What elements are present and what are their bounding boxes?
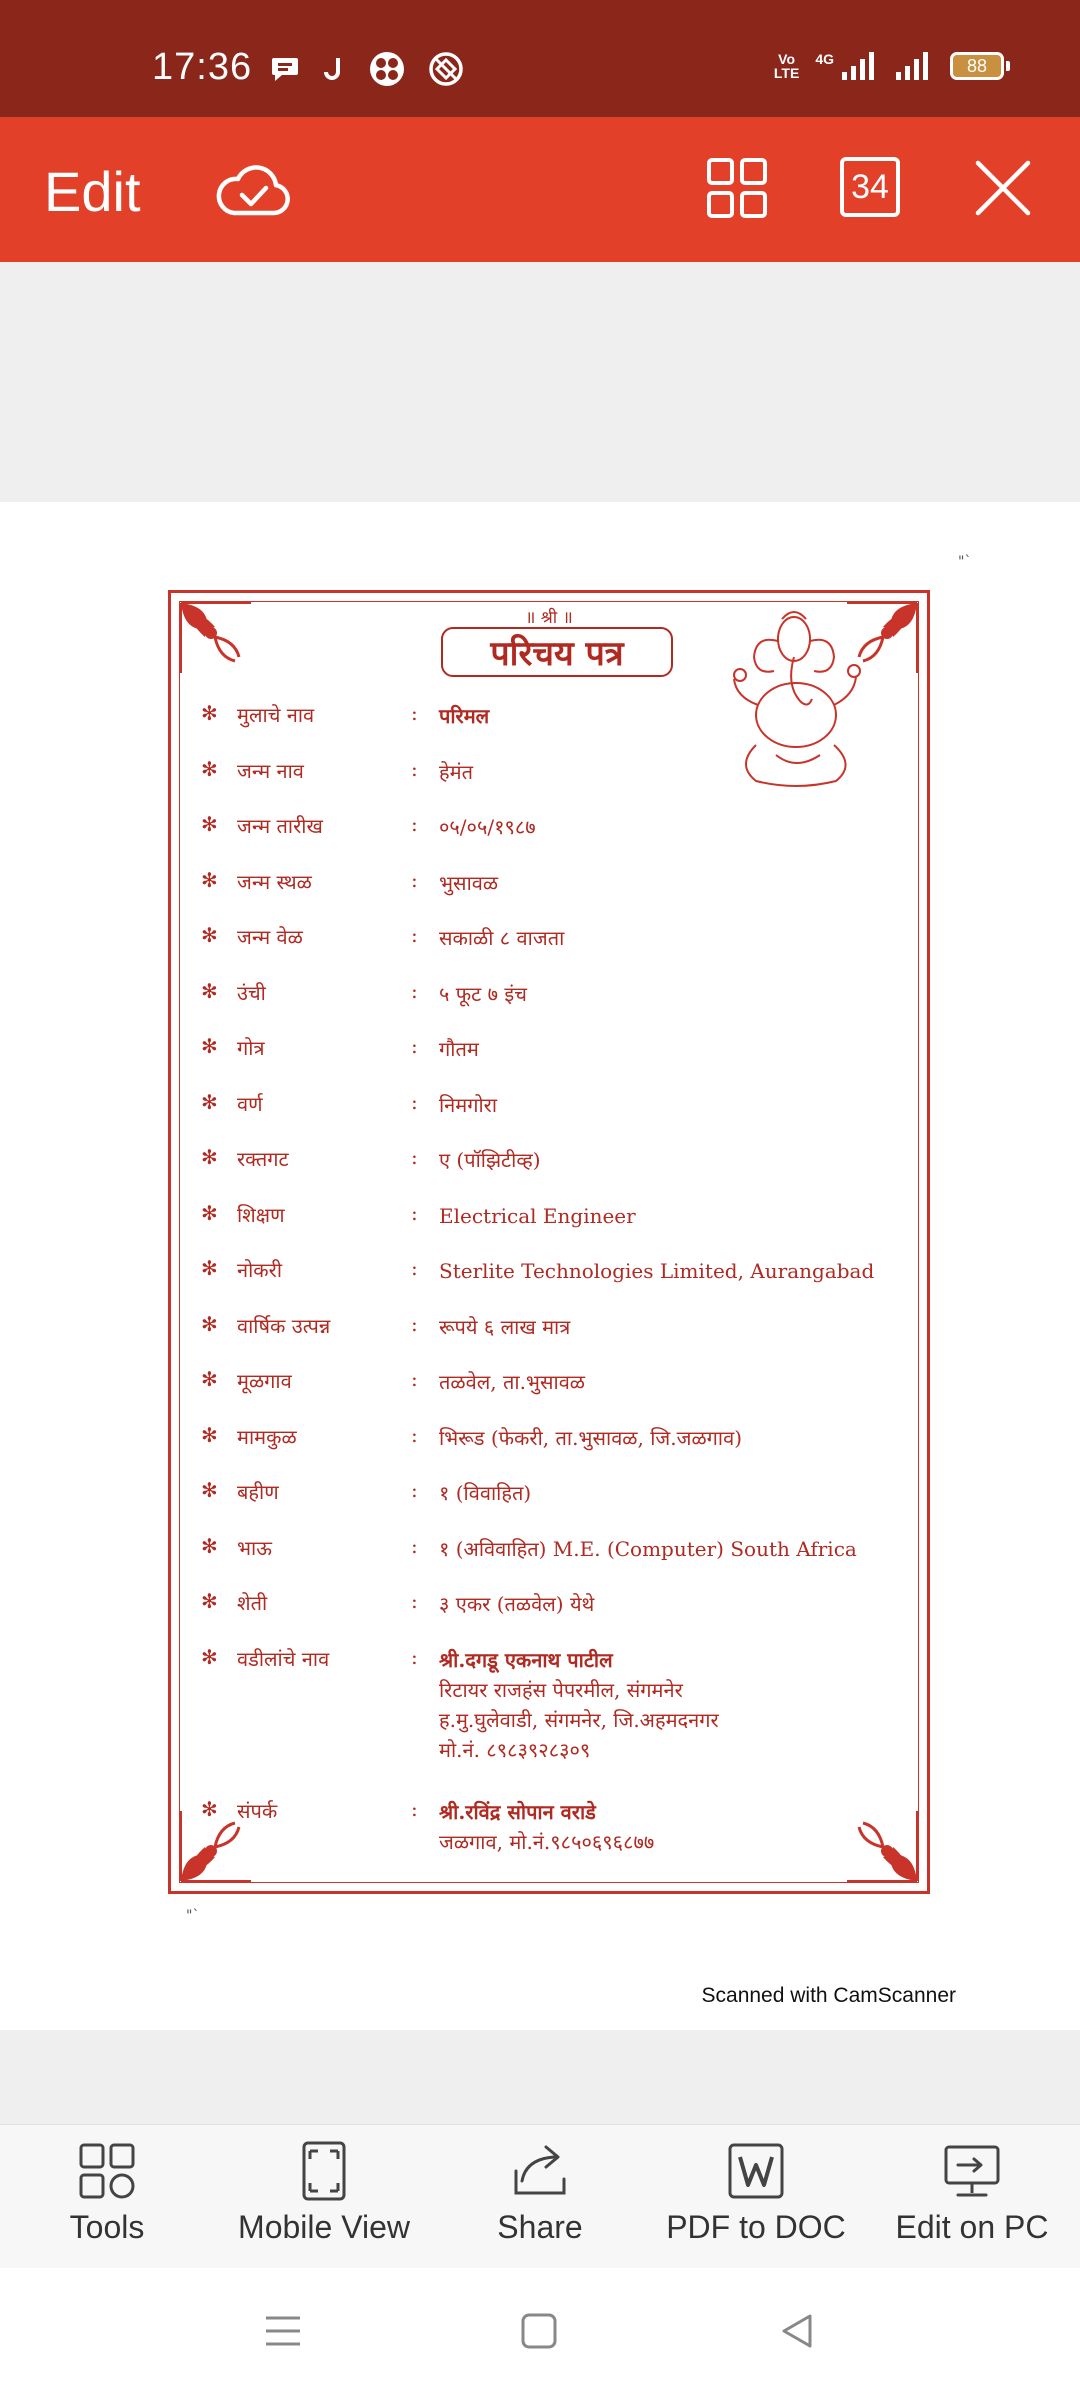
row-label: नोकरी: [237, 1258, 282, 1282]
row-value: Sterlite Technologies Limited, Aurangabad: [439, 1259, 875, 1283]
row-label: वडीलांचे नाव: [237, 1646, 330, 1671]
row-colon: :: [411, 1422, 418, 1447]
row-colon: :: [411, 978, 418, 1003]
cloud-check-icon[interactable]: [216, 157, 290, 223]
row-colon: :: [411, 1200, 418, 1225]
j-app-icon: [324, 54, 346, 84]
volte-label: Vo LTE: [773, 51, 800, 81]
row-colon: :: [411, 1089, 418, 1114]
bullet-icon: ✻: [201, 1200, 218, 1225]
bullet-icon: ✻: [201, 812, 218, 836]
ganesha-illustration-icon: [716, 605, 870, 791]
row-label: शेती: [237, 1591, 268, 1615]
row-value: गौतम: [439, 1037, 479, 1061]
father-line: रिटायर राजहंस पेपरमील, संगमनेर: [439, 1677, 683, 1702]
status-bar: [0, 0, 1080, 117]
row-label: मुलाचे नाव: [237, 703, 315, 727]
father-line: ह.मु.घुलेवाडी, संगमनेर, जि.अहमदनगर: [439, 1707, 719, 1732]
mobile-view-icon: [294, 2141, 354, 2201]
tools-label: Tools: [69, 2209, 145, 2245]
row-colon: :: [411, 1796, 418, 1821]
bullet-icon: ✻: [201, 1145, 218, 1169]
bullet-icon: ✻: [201, 867, 218, 892]
row-colon: :: [411, 1367, 418, 1391]
close-icon[interactable]: [974, 159, 1032, 217]
vpn-icon: [428, 51, 464, 87]
contact-name: श्री.रविंद्र सोपान वराडे: [439, 1799, 596, 1824]
app-circle-icon: [368, 50, 406, 88]
row-label: शिक्षण: [237, 1202, 285, 1227]
system-status-icons: [774, 50, 1010, 82]
row-label: रक्तगट: [237, 1147, 289, 1171]
bullet-icon: ✻: [201, 701, 218, 725]
row-value: भुसावळ: [439, 870, 499, 895]
scan-speck: "`: [186, 1908, 200, 1924]
pdf-to-doc-label: PDF to DOC: [666, 2209, 846, 2245]
pdf-to-doc-button[interactable]: [651, 2141, 861, 2261]
bullet-icon: ✻: [201, 1796, 218, 1821]
bullet-icon: ✻: [201, 1589, 218, 1613]
bottom-toolbar: [0, 2124, 1080, 2268]
bullet-icon: ✻: [201, 978, 218, 1003]
row-label: उंची: [237, 980, 266, 1005]
row-label: बहीण: [237, 1480, 279, 1504]
row-value: १ (विवाहित): [439, 1481, 532, 1505]
bullet-icon: ✻: [201, 1089, 218, 1114]
row-value: परिमल: [439, 704, 490, 728]
pdf-to-doc-icon: [726, 2141, 786, 2201]
home-icon[interactable]: [520, 2312, 558, 2350]
bullet-icon: ✻: [201, 923, 218, 947]
document-title: परिचय पत्र: [441, 627, 673, 677]
battery-level: 88: [950, 52, 1004, 80]
father-name: श्री.दगडू एकनाथ पाटील: [439, 1647, 613, 1672]
signal-icon-2: [894, 50, 934, 82]
message-icon: [270, 54, 302, 84]
row-value: ३ एकर (तळवेल) येथे: [439, 1592, 595, 1616]
row-label: मामकुळ: [237, 1424, 297, 1449]
row-label: वार्षिक उत्पन्न: [237, 1313, 331, 1338]
row-colon: :: [411, 1644, 418, 1669]
mobile-view-button[interactable]: [219, 2141, 429, 2261]
edit-on-pc-button[interactable]: [867, 2141, 1077, 2261]
contact-line: जळगाव, मो.नं.९८५०६९६८७७: [439, 1829, 655, 1854]
bullet-icon: ✻: [201, 1644, 218, 1669]
row-colon: :: [411, 1478, 418, 1502]
corner-ornament-icon: [843, 1807, 923, 1887]
row-value: Electrical Engineer: [439, 1203, 636, 1228]
row-label: जन्म स्थळ: [237, 869, 312, 894]
row-colon: :: [411, 756, 418, 781]
row-colon: :: [411, 867, 418, 892]
mobile-view-label: Mobile View: [238, 2209, 410, 2245]
bullet-icon: ✻: [201, 1533, 218, 1558]
row-label: वर्ण: [237, 1091, 263, 1116]
bullet-icon: ✻: [201, 1478, 218, 1502]
scanner-watermark: Scanned with CamScanner: [701, 1984, 956, 2007]
row-label: मूळगाव: [237, 1369, 292, 1393]
row-value: तळवेल, ता.भुसावळ: [439, 1370, 586, 1394]
share-button[interactable]: [435, 2141, 645, 2261]
battery-icon: [950, 52, 1010, 80]
menu-icon[interactable]: [264, 2312, 302, 2350]
bullet-icon: ✻: [201, 1256, 218, 1280]
bullet-icon: ✻: [201, 756, 218, 781]
row-label: संपर्क: [237, 1798, 278, 1823]
document-header: ॥ श्री ॥: [525, 608, 573, 628]
row-value: भिरूड (फेकरी, ता.भुसावळ, जि.जळगाव): [439, 1425, 743, 1450]
row-label: गोत्र: [237, 1036, 265, 1060]
pdf-page[interactable]: [0, 502, 1080, 2030]
tools-icon: [77, 2141, 137, 2201]
row-label: जन्म नाव: [237, 758, 304, 783]
row-colon: :: [411, 1311, 418, 1336]
network-type: 4G: [815, 51, 834, 67]
row-colon: :: [411, 923, 418, 947]
bullet-icon: ✻: [201, 1422, 218, 1447]
row-value: रूपये ६ लाख मात्र: [439, 1314, 571, 1339]
row-value: सकाळी ८ वाजता: [439, 926, 565, 950]
row-colon: :: [411, 1145, 418, 1169]
father-details: [439, 1645, 719, 1765]
row-value: ०५/०५/१९८७: [439, 815, 536, 839]
edit-on-pc-label: Edit on PC: [895, 2209, 1049, 2245]
father-phone: मो.नं. ८९८३९२८३०९: [439, 1737, 591, 1762]
row-value: हेमंत: [439, 759, 473, 784]
viewer-background-bottom: [0, 2030, 1080, 2124]
back-icon[interactable]: [778, 2312, 816, 2350]
row-label: जन्म तारीख: [237, 814, 323, 838]
row-value: ए (पॉझिटीव्ह): [439, 1148, 541, 1172]
signal-icon: [840, 50, 878, 82]
row-value: १ (अविवाहित) M.E. (Computer) South Africa: [439, 1536, 857, 1561]
app-toolbar: [0, 117, 1080, 262]
row-label: जन्म वेळ: [237, 925, 303, 949]
bullet-icon: ✻: [201, 1311, 218, 1336]
tools-button[interactable]: [2, 2141, 212, 2261]
share-icon: [510, 2141, 570, 2201]
system-navigation-bar: [0, 2268, 1080, 2400]
notification-icons: [270, 50, 464, 88]
edit-on-pc-icon: [942, 2141, 1002, 2201]
bullet-icon: ✻: [201, 1034, 218, 1058]
contact-details: [439, 1797, 654, 1857]
bullet-icon: ✻: [201, 1367, 218, 1391]
status-time: 17:36: [152, 46, 253, 88]
biodata-card: [168, 590, 930, 1894]
row-value: ५ फूट ७ इंच: [439, 981, 527, 1006]
row-colon: :: [411, 1034, 418, 1058]
row-label: भाऊ: [237, 1535, 272, 1560]
row-value: निमगोरा: [439, 1092, 498, 1117]
row-colon: :: [411, 812, 418, 836]
row-colon: :: [411, 1589, 418, 1613]
edit-button[interactable]: Edit: [44, 160, 141, 223]
page-count-button[interactable]: 34: [840, 157, 900, 217]
row-colon: :: [411, 1256, 418, 1280]
viewer-background-top: [0, 262, 1080, 502]
scan-speck: "`: [958, 554, 972, 570]
share-label: Share: [497, 2209, 583, 2245]
grid-view-icon[interactable]: [706, 157, 768, 219]
row-colon: :: [411, 701, 418, 725]
row-colon: :: [411, 1533, 418, 1558]
